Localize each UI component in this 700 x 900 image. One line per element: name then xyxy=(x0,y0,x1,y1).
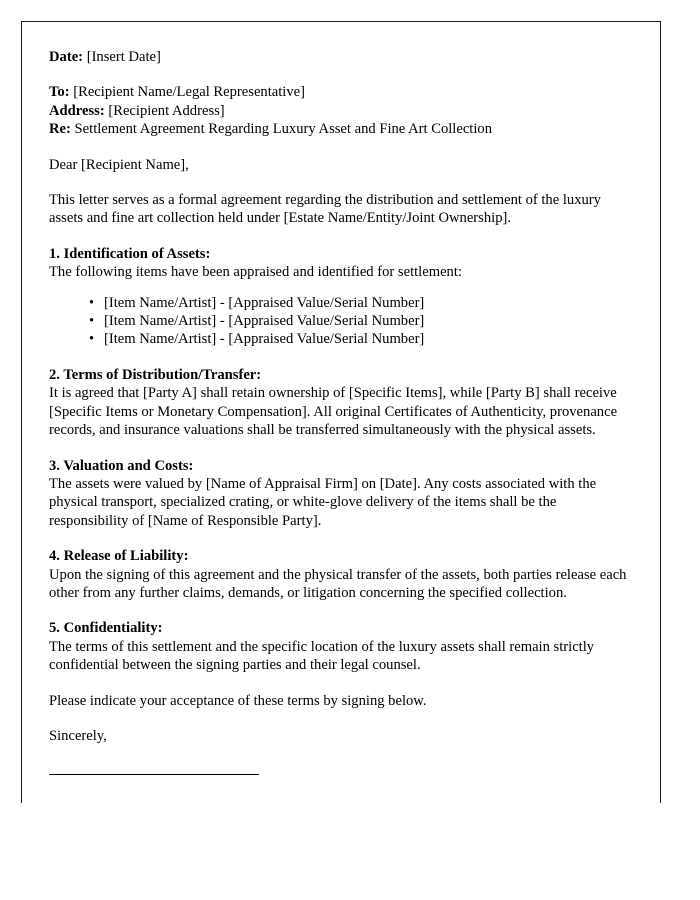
spacer xyxy=(49,174,629,191)
section-heading-4: 4. Release of Liability: xyxy=(49,548,189,565)
spacer xyxy=(49,602,629,619)
section-heading-3: 3. Valuation and Costs: xyxy=(49,457,194,474)
section-body-2: It is agreed that [Party A] shall retain ownership of [Specific Items], while [Party B] shall receive [Specific Items or Monetary Compensation]. All original Certificates of Authenticity, provenance records, and insurance valuations shall be transferred simultaneously with the physical assets. xyxy=(49,385,618,439)
section-body-5: The terms of this settlement and the specific location of the luxury assets shall remain strictly confidential between the signing parties and their legal counsel. xyxy=(49,638,595,674)
address-line xyxy=(49,102,629,120)
list-item xyxy=(89,330,629,348)
address-value: [Recipient Address] xyxy=(108,102,225,119)
section-body-3: The assets were valued by [Name of Appraisal Firm] on [Date]. Any costs associated with the physical transport, specialized crating, or white-glove delivery of the items shall be the responsibility of [Name of Responsible Party]. xyxy=(49,475,597,529)
bullet-icon: • xyxy=(89,313,95,330)
to-value: [Recipient Name/Legal Representative] xyxy=(73,84,305,101)
recipient-line xyxy=(49,83,629,101)
re-value: Settlement Agreement Regarding Luxury Asset and Fine Art Collection xyxy=(74,121,493,138)
spacer xyxy=(49,139,629,156)
document-body xyxy=(49,48,629,775)
spacer xyxy=(49,440,629,457)
salutation: Dear [Recipient Name], xyxy=(49,156,189,173)
spacer xyxy=(49,675,629,692)
re-label: Re: xyxy=(49,121,71,138)
spacer xyxy=(49,228,629,245)
acceptance-paragraph: Please indicate your acceptance of these terms by signing below. xyxy=(49,692,427,709)
spacer xyxy=(49,762,629,774)
spacer xyxy=(49,282,629,294)
list-item xyxy=(89,312,629,330)
spacer xyxy=(49,710,629,727)
document-page xyxy=(21,21,661,803)
spacer xyxy=(49,349,629,366)
section-body-1: The following items have been appraised and identified for settlement: xyxy=(49,264,462,281)
section-body-4: Upon the signing of this agreement and the physical transfer of the assets, both parties release each other from any further claims, demands, or litigation concerning the specified collection. xyxy=(49,566,627,601)
date-label: Date: xyxy=(49,49,84,65)
asset-list xyxy=(49,294,629,349)
to-label: To: xyxy=(49,84,70,101)
spacer xyxy=(49,530,629,547)
signature-line xyxy=(49,774,259,775)
subject-line xyxy=(49,120,629,138)
bullet-icon: • xyxy=(89,331,95,348)
spacer xyxy=(49,745,629,762)
section-heading-5: 5. Confidentiality: xyxy=(49,620,163,637)
list-item-label: [Item Name/Artist] - [Appraised Value/Serial Number] xyxy=(104,331,425,348)
closing-salutation: Sincerely, xyxy=(49,727,107,744)
address-label: Address: xyxy=(49,102,105,119)
date-line xyxy=(49,48,629,66)
list-item xyxy=(89,294,629,312)
section-heading-1: 1. Identification of Assets: xyxy=(49,245,211,262)
intro-paragraph: This letter serves as a formal agreement regarding the distribution and settlement of the luxury assets and fine art collection held under [Estate Name/Entity/Joint Ownership]. xyxy=(49,192,601,227)
spacer xyxy=(49,66,629,83)
section-heading-2: 2. Terms of Distribution/Transfer: xyxy=(49,366,262,383)
date-value: [Insert Date] xyxy=(86,49,161,65)
bullet-icon: • xyxy=(89,294,95,311)
list-item-label: [Item Name/Artist] - [Appraised Value/Serial Number] xyxy=(104,313,425,330)
list-item-label: [Item Name/Artist] - [Appraised Value/Serial Number] xyxy=(104,294,425,311)
